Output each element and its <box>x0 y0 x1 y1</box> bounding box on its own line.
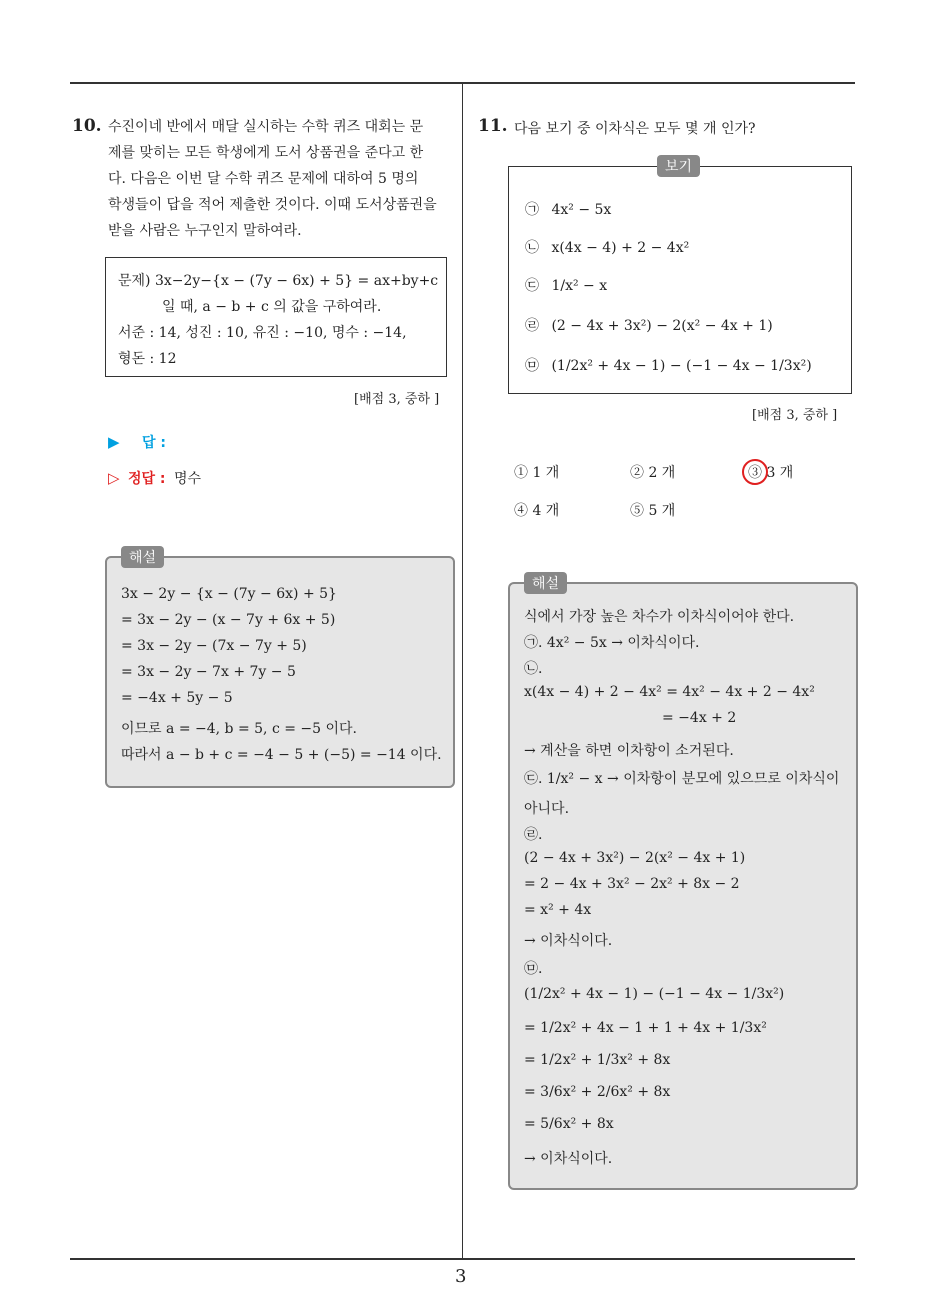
solution-line: = x² + 4x <box>524 902 592 918</box>
page-number: 3 <box>455 1266 467 1287</box>
item-expr: (1/2x² + 4x − 1) − (−1 − 4x − 1/3x²) <box>551 358 812 374</box>
answer-marker-icon: ▶ <box>108 433 120 451</box>
solution-line: 3x − 2y − {x − (7y − 6x) + 5} <box>121 586 337 602</box>
example-item <box>525 237 689 257</box>
example-item <box>525 275 607 295</box>
text-line: 받을 사람은 누구인지 말하여라. <box>108 223 302 239</box>
answer-label: 답 : <box>142 435 166 451</box>
solution-line: = 3/6x² + 2/6x² + 8x <box>524 1084 671 1100</box>
score-label: [배점 3, 중하 ] <box>752 408 838 423</box>
solution-line: = −4x + 5y − 5 <box>121 690 233 706</box>
solution-line: 따라서 a − b + c = −4 − 5 + (−5) = −14 이다. <box>121 747 442 763</box>
solution-line: = 3x − 2y − (x − 7y + 6x + 5) <box>121 612 336 628</box>
solution-line: = −4x + 2 <box>662 710 737 726</box>
solution-line: ㉠. 4x² − 5x → 이차식이다. <box>524 635 700 651</box>
solution-line: (2 − 4x + 3x²) − 2(x² − 4x + 1) <box>524 850 746 866</box>
item-mark: ㉤ <box>525 358 539 374</box>
choice-2[interactable]: ② 2 개 <box>630 465 676 481</box>
item-mark: ㉡ <box>525 240 539 256</box>
solution-line: ㉡. <box>524 661 543 677</box>
question-number: 11. <box>478 116 508 136</box>
example-item <box>525 355 812 375</box>
text-line: 수진이네 반에서 매달 실시하는 수학 퀴즈 대회는 문 <box>108 119 424 135</box>
solution-tag: 해설 <box>121 546 164 568</box>
solution-line: = 2 − 4x + 3x² − 2x² + 8x − 2 <box>524 876 740 892</box>
item-mark: ㉢ <box>525 278 539 294</box>
example-item <box>525 199 611 219</box>
solution-line: 아니다. <box>524 801 570 817</box>
example-item <box>525 315 773 335</box>
solution-box <box>105 550 455 788</box>
box-line: 문제) 3x−2y−{x − (7y − 6x) + 5} = ax+by+c <box>118 273 439 289</box>
solution-line: 이므로 a = −4, b = 5, c = −5 이다. <box>121 721 357 737</box>
solution-line: = 3x − 2y − 7x + 7y − 5 <box>121 664 296 680</box>
example-tag: 보기 <box>657 155 700 177</box>
box-line: 형돈 : 12 <box>118 351 177 367</box>
choice-1[interactable]: ① 1 개 <box>514 465 560 481</box>
center-divider <box>462 84 463 1260</box>
item-mark: ㉠ <box>525 202 539 218</box>
text-line: 제를 맞히는 모든 학생에게 도서 상품권을 준다고 한 <box>108 145 424 161</box>
solution-line: ㉤. <box>524 961 543 977</box>
solution-line: → 이차식이다. <box>524 933 613 949</box>
correct-answer-row <box>108 468 201 488</box>
text-line: 학생들이 답을 적어 제출한 것이다. 이때 도서상품권을 <box>108 197 437 213</box>
correct-value: 명수 <box>173 471 202 487</box>
choice-5[interactable]: ⑤ 5 개 <box>630 503 676 519</box>
solution-line: → 이차식이다. <box>524 1151 613 1167</box>
example-box <box>508 159 852 394</box>
box-line: 서준 : 14, 성진 : 10, 유진 : −10, 명수 : −14, <box>118 325 407 341</box>
item-expr: (2 − 4x + 3x²) − 2(x² − 4x + 1) <box>551 318 773 334</box>
solution-line: = 3x − 2y − (7x − 7y + 5) <box>121 638 307 654</box>
choice-4[interactable]: ④ 4 개 <box>514 503 560 519</box>
answer-row <box>108 432 166 452</box>
solution-line: ㉢. 1/x² − x → 이차항이 분모에 있으므로 이차식이 <box>524 771 840 787</box>
question-text <box>108 114 458 244</box>
problem-box <box>105 257 447 377</box>
solution-box <box>508 576 858 1190</box>
solution-line: (1/2x² + 4x − 1) − (−1 − 4x − 1/3x²) <box>524 986 785 1002</box>
score-label: [배점 3, 중하 ] <box>354 392 440 407</box>
bottom-rule <box>70 1258 855 1260</box>
item-expr: x(4x − 4) + 2 − 4x² <box>551 240 690 256</box>
solution-line: = 5/6x² + 8x <box>524 1116 614 1132</box>
solution-tag: 해설 <box>524 572 567 594</box>
box-line: 일 때, a − b + c 의 값을 구하여라. <box>162 299 382 315</box>
item-mark: ㉣ <box>525 318 539 334</box>
question-text: 다음 보기 중 이차식은 모두 몇 개 인가? <box>514 121 756 137</box>
solution-line: = 1/2x² + 1/3x² + 8x <box>524 1052 671 1068</box>
solution-line: ㉣. <box>524 827 543 843</box>
text-line: 다. 다음은 이번 달 수학 퀴즈 문제에 대하여 5 명의 <box>108 171 419 187</box>
correct-label: 정답 : <box>128 471 166 487</box>
selected-choice-circle-icon <box>742 459 768 485</box>
item-expr: 1/x² − x <box>551 278 608 294</box>
solution-line: → 계산을 하면 이차항이 소거된다. <box>524 743 734 759</box>
correct-marker-icon: ▷ <box>108 469 120 487</box>
solution-line: 식에서 가장 높은 차수가 이차식이어야 한다. <box>524 609 795 625</box>
choice-3[interactable]: ③ 3 개 <box>748 465 794 481</box>
item-expr: 4x² − 5x <box>551 202 612 218</box>
solution-line: x(4x − 4) + 2 − 4x² = 4x² − 4x + 2 − 4x² <box>524 684 815 700</box>
question-number: 10. <box>72 116 102 136</box>
solution-line: = 1/2x² + 4x − 1 + 1 + 4x + 1/3x² <box>524 1020 767 1036</box>
